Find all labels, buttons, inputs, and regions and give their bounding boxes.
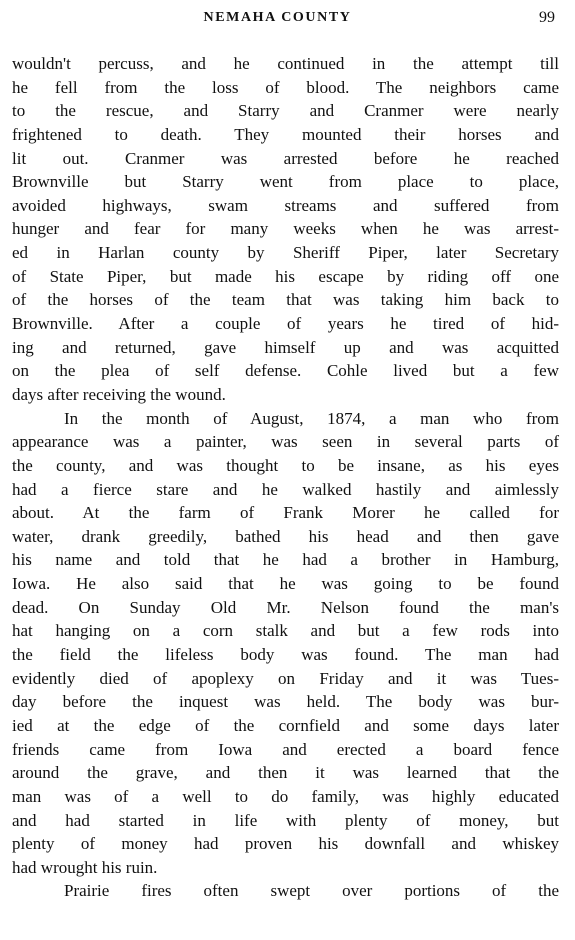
text-line: the county, and was thought to be insane, as his eyes [12,455,559,475]
text-line: dead. On Sunday Old Mr. Nelson found the man's [12,597,559,617]
text-line: water, drank greedily, bathed his head and then gave [12,526,559,546]
text-line: Brownville. After a couple of years he tired of hid- [12,314,559,334]
running-head [0,7,575,29]
text-line: around the grave, and then it was learned that the [12,763,559,783]
text-line: about. At the farm of Frank Morer he called for [12,503,559,523]
text-line: wouldn't percuss, and he continued in the attempt till [12,54,559,73]
text-line: Brownville but Starry went from place to place, [12,172,559,192]
text-line: friends came from Iowa and erected a board fence [12,739,559,759]
text-line: man was of a well to do family, was highly educated [12,786,559,806]
paragraph-start-line: In the month of August, 1874, a man who from [64,408,559,428]
text-line: Iowa. He also said that he was going to be found [12,574,559,594]
text-line: hunger and fear for many weeks when he was arrest- [12,219,559,239]
text-line: of the horses of the team that was taking him back to [12,290,559,310]
page-number: 99 [539,9,555,26]
text-line: appearance was a painter, was seen in several parts of [12,432,559,452]
text-line: avoided highways, swam streams and suffered from [12,195,559,215]
paragraph-end-line: days after receiving the wound. [12,384,226,404]
text-line: frightened to death. They mounted their horses and [12,124,559,144]
text-line: evidently died of apoplexy on Friday and it was Tues- [12,668,559,688]
text-line: ied at the edge of the cornfield and some days later [12,715,559,735]
text-line: he fell from the loss of blood. The neighbors came [12,77,559,97]
text-line: the field the lifeless body was found. The man had [12,645,559,665]
running-title: NEMAHA COUNTY [203,10,352,25]
text-line: hat hanging on a corn stalk and but a few rods into [12,621,559,641]
text-line: ing and returned, gave himself up and was acquitted [12,337,559,357]
text-line: plenty of money had proven his downfall and whiskey [12,834,559,854]
text-line: his name and told that he had a brother in Hamburg, [12,550,559,570]
text-line: ed in Harlan county by Sheriff Piper, later Secretary [12,243,559,263]
text-line: day before the inquest was held. The body was bur- [12,692,559,712]
body-text [12,52,559,903]
text-line: to the rescue, and Starry and Cranmer were nearly [12,101,559,121]
text-line: of State Piper, but made his escape by riding off one [12,266,559,286]
paragraph-start-line: Prairie fires often swept over portions of the [64,881,559,901]
text-line: on the plea of self defense. Cohle lived but a few [12,361,559,381]
text-line: had a fierce stare and he walked hastily and aimlessly [12,479,559,499]
text-line: lit out. Cranmer was arrested before he reached [12,148,559,168]
paragraph-end-line: had wrought his ruin. [12,857,158,877]
text-line: and had started in life with plenty of money, but [12,810,559,830]
